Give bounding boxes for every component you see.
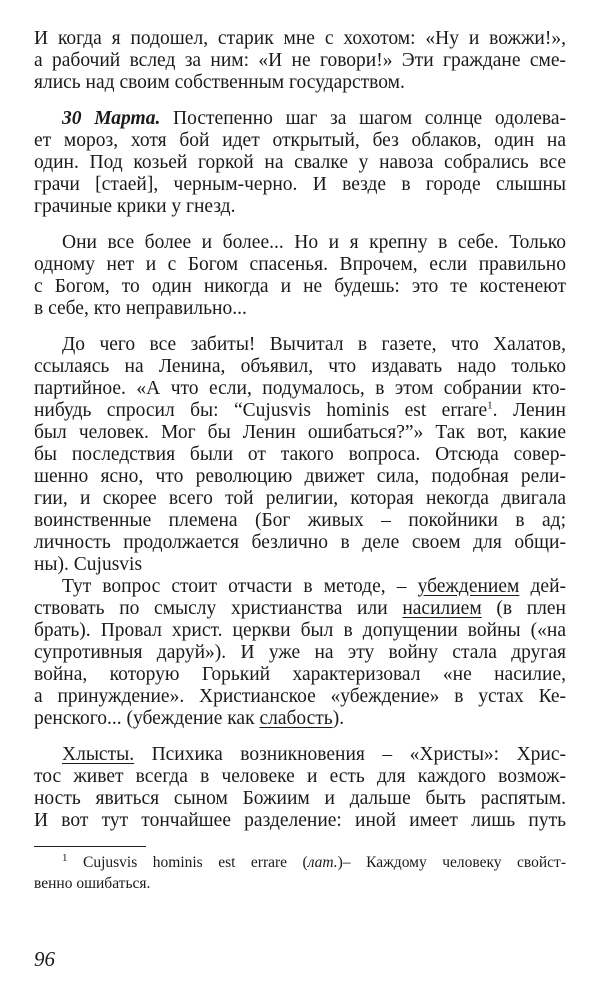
text-segment: Cujusvis hominis est errare ( <box>67 854 308 871</box>
text-line <box>34 788 566 810</box>
text-segment: в себе, кто неправильно... <box>34 298 247 319</box>
footnote <box>34 852 566 894</box>
text-line <box>34 766 566 788</box>
text-line <box>34 254 566 276</box>
text-line <box>34 232 566 254</box>
text-segment: Тут вопрос стоит отчасти в методе, – <box>62 576 418 597</box>
text-segment: грачиные крики у гнезд. <box>34 196 236 217</box>
text-line <box>34 744 566 766</box>
text-segment: бы последствия были от такого вопроса. Отсюда совер- <box>34 444 566 465</box>
text-segment: тос живет всегда в человеке и есть для каждого возмож- <box>34 766 566 787</box>
text-segment: личность продолжается безлично в деле своем для общи- <box>34 532 566 553</box>
page-body <box>34 28 566 832</box>
text-segment: ность явиться сыном Божиим и дальше быть распятым. <box>34 788 566 809</box>
text-segment: воинственные племена (Бог живых – покойники в ад; <box>34 510 566 531</box>
text-segment: Психика возникновения – «Христы»: Хрис- <box>134 744 566 765</box>
text-line <box>34 298 566 320</box>
text-line <box>34 620 566 642</box>
text-segment: одному нет и с Богом спасенья. Впрочем, если правильно <box>34 254 566 275</box>
text-segment: супротивныя даруй»). И уже на эту войну стала другая <box>34 642 566 663</box>
text-line <box>34 488 566 510</box>
footnote-divider <box>34 846 146 847</box>
paragraph <box>34 28 566 94</box>
text-segment: с Богом, то один никогда и не будешь: это те костенеют <box>34 276 566 297</box>
paragraph <box>34 334 566 576</box>
text-line <box>34 174 566 196</box>
text-segment: ). <box>332 708 345 729</box>
text-segment: ет мороз, хотя бой идет открытый, без облаков, один на <box>34 130 566 151</box>
text-segment: партийное. «А что если, подумалось, в этом собрании кто- <box>34 378 566 399</box>
text-segment: нибудь спросил бы: “Cujusvis hominis est errare <box>34 400 488 421</box>
text-line <box>34 810 566 832</box>
text-segment: брать). Провал христ. церкви был в допущении войны («на <box>34 620 566 641</box>
paragraph <box>34 232 566 320</box>
paragraph <box>34 108 566 218</box>
text-line <box>34 642 566 664</box>
text-line <box>34 708 566 730</box>
paragraph <box>34 576 566 730</box>
text-segment: И когда я подошел, старик мне с хохотом: «Ну и вожжи!», <box>34 28 566 49</box>
text-line <box>34 334 566 356</box>
text-segment: шенно ясно, что революцию движет сила, подобная рели- <box>34 466 566 487</box>
text-segment: гии, и скорее всего той религии, которая некогда двигала <box>34 488 566 509</box>
text-segment: ны). Cujusvis <box>34 554 143 575</box>
text-line <box>34 532 566 554</box>
text-segment: грачи [стаей], черным-черно. И везде в городе слышны <box>34 174 566 195</box>
text-segment: И вот тут тончайшее разделение: иной имеет лишь путь <box>34 810 566 831</box>
footnote-marker: 1 <box>62 852 68 864</box>
text-segment: война, которую Горький характеризовал «не насилие, <box>34 664 566 685</box>
text-line <box>34 686 566 708</box>
text-segment: До чего все забиты! Вычитал в газете, что Халатов, <box>62 334 566 355</box>
text-segment: (в плен <box>481 598 566 619</box>
underlined-text: Хлысты. <box>62 744 135 765</box>
text-line <box>34 152 566 174</box>
text-line <box>34 28 566 50</box>
text-segment: . Ленин <box>492 400 566 421</box>
text-line <box>34 510 566 532</box>
text-line <box>34 554 566 576</box>
text-segment: был человек. Мог бы Ленин ошибаться?”» Так вот, какие <box>34 422 566 443</box>
text-line <box>34 276 566 298</box>
text-line <box>34 466 566 488</box>
text-line <box>34 108 566 130</box>
text-line <box>34 196 566 218</box>
underlined-text: слабость <box>259 708 333 729</box>
footnote-reference[interactable]: 1 <box>487 400 493 412</box>
text-segment: Постепенно шаг за шагом солнце одолева- <box>160 108 566 129</box>
text-segment: а рабочий вслед за ним: «И не говори!» Эти граждане сме- <box>34 50 566 71</box>
text-line <box>34 852 566 873</box>
text-line <box>34 598 566 620</box>
text-segment: ялись над своим собственным государством. <box>34 72 405 93</box>
text-line <box>34 422 566 444</box>
underlined-text: насилием <box>402 598 482 619</box>
text-segment: лат. <box>307 854 338 871</box>
text-line <box>34 378 566 400</box>
paragraph <box>34 744 566 832</box>
underlined-text: убеждением <box>417 576 520 597</box>
text-line <box>34 72 566 94</box>
text-segment: ссылаясь на Ленина, объявил, что издавать надо только <box>34 356 566 377</box>
text-line <box>34 50 566 72</box>
text-segment: )– Каждому человеку свойст- <box>337 854 566 871</box>
text-segment: венно ошибаться. <box>34 875 151 892</box>
text-line <box>34 444 566 466</box>
text-segment: Они все более и более... Но и я крепну в себе. Только <box>62 232 566 253</box>
date-heading: 30 Марта. <box>62 108 161 129</box>
text-line <box>34 130 566 152</box>
text-segment: ствовать по смыслу христианства или <box>34 598 403 619</box>
text-segment: дей- <box>519 576 566 597</box>
text-segment: ренского... (убеждение как <box>34 708 260 729</box>
text-line <box>34 576 566 598</box>
text-line <box>34 664 566 686</box>
text-segment: один. Под козьей горкой на свалке у навоза собрались все <box>34 152 566 173</box>
text-segment: а принуждение». Христианское «убеждение» в устах Ке- <box>34 686 566 707</box>
text-line <box>34 356 566 378</box>
text-line <box>34 873 566 894</box>
page-number: 96 <box>34 947 55 971</box>
text-line <box>34 400 566 422</box>
